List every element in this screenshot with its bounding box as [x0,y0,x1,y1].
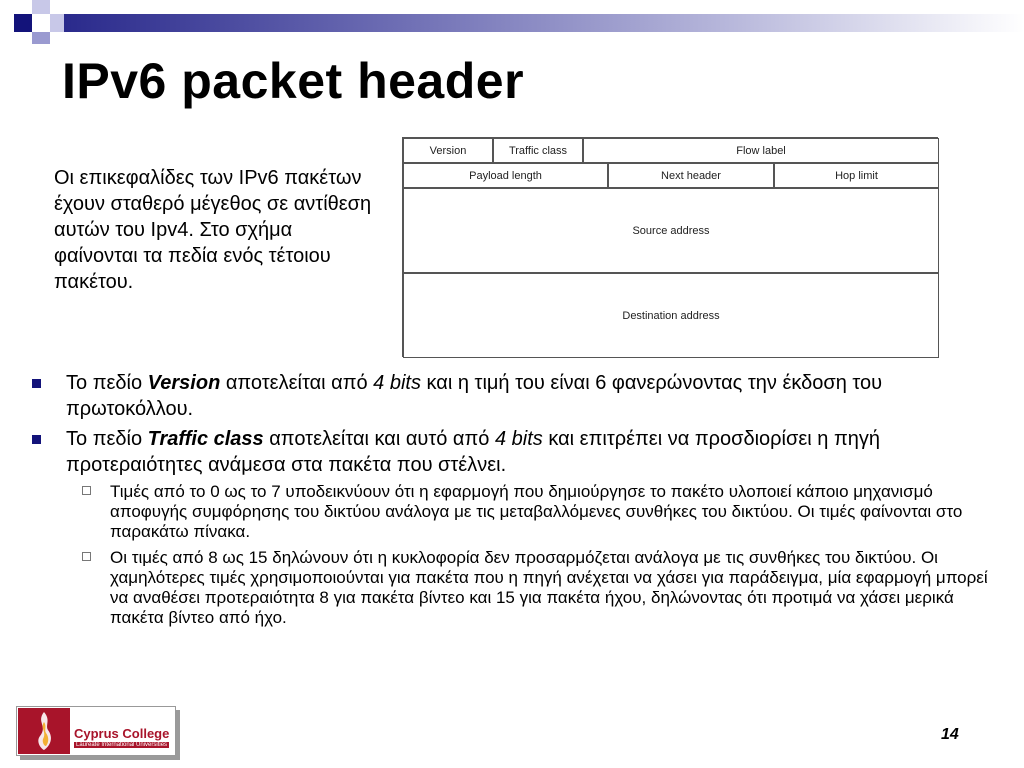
decor-square [32,32,50,44]
sub-bullet-item [30,482,990,542]
ipv6-header-diagram [402,137,938,357]
field-version: Version [403,138,493,163]
decor-square [50,14,64,32]
bullet-list [30,370,990,634]
logo-subtitle: Laureate International Universities [76,742,168,748]
hollow-square-bullet-icon [82,486,91,495]
field-size: 4 bits [373,372,421,394]
bullet-text: Το πεδίο [66,372,148,394]
field-destination-address: Destination address [403,273,939,358]
logo-name: Cyprus College [74,726,170,741]
bullet-item [30,370,990,422]
slide-title: IPv6 packet header [62,53,525,109]
sub-bullet-text: Οι τιμές από 8 ως 15 δηλώνουν ότι η κυκλοφορία δεν προσαρμόζεται ανάλογα με τις συνθήκες του δικτύου. Οι χαμηλότερες τιμές χρησιμοποιούνται για πακέτα που η πηγή ανέχεται να χάσει για παράδειγμα, μία εφαρμογή μπορεί να αναθέσει προτεραιότητα 8 για πακέτα βίντεο και 15 για πακέτα ήχου, δηλώνοντας ότι προτιμά να χάσει μερικά πακέτα βίντεο από ήχο. [110,548,988,627]
bullet-item [30,426,990,478]
decor-square [14,14,32,32]
field-size: 4 bits [494,428,543,450]
sub-bullet-text: Τιμές από το 0 ως το 7 υποδεικνύουν ότι η εφαρμογή που δημιούργησε το πακέτο υλοποιεί κάποιο μηχανισμό αποφυγής συμφόρησης του δικτύου ανάλογα με τις μεταβαλλόμενες συνθήκες του δικτύου. Οι τιμές φαίνονται στο παρακάτω πίνακα. [110,482,963,541]
intro-paragraph: Οι επικεφαλίδες των IPv6 πακέτων έχουν σταθερό μέγεθος σε αντίθεση αυτών του Ipv4. Στο σχήμα φαίνονται τα πεδία ενός τέτοιου πακέτου. [54,167,372,293]
bullet-text: και η τιμή του είναι 6 φανερώνοντας την έκδοση του πρωτοκόλλου. [66,372,883,420]
bullet-text: και επιτρέπει να προσδιορίσει η πηγή προτεραιότητες ανάμεσα στα πακέτα που στέλνει. [66,428,880,476]
field-name: Version [147,372,221,394]
bullet-text: αποτελείται και αυτό από [263,428,495,450]
field-source-address: Source address [403,188,939,273]
field-flow-label: Flow label [583,138,939,163]
flame-emblem-icon [18,708,70,754]
square-bullet-icon [32,435,41,444]
field-name: Traffic class [147,428,264,450]
field-traffic-class: Traffic class [493,138,583,163]
page-number: 14 [941,726,959,743]
field-hop-limit: Hop limit [774,163,939,188]
bullet-text: Το πεδίο [66,428,148,450]
bullet-text: αποτελείται από [220,372,374,394]
decor-square [32,0,50,14]
field-next-header: Next header [608,163,774,188]
cyprus-college-logo [16,706,178,758]
square-bullet-icon [32,379,41,388]
field-payload-length: Payload length [403,163,608,188]
sub-bullet-item [30,548,990,628]
header-gradient-bar [64,14,1024,32]
hollow-square-bullet-icon [82,552,91,561]
